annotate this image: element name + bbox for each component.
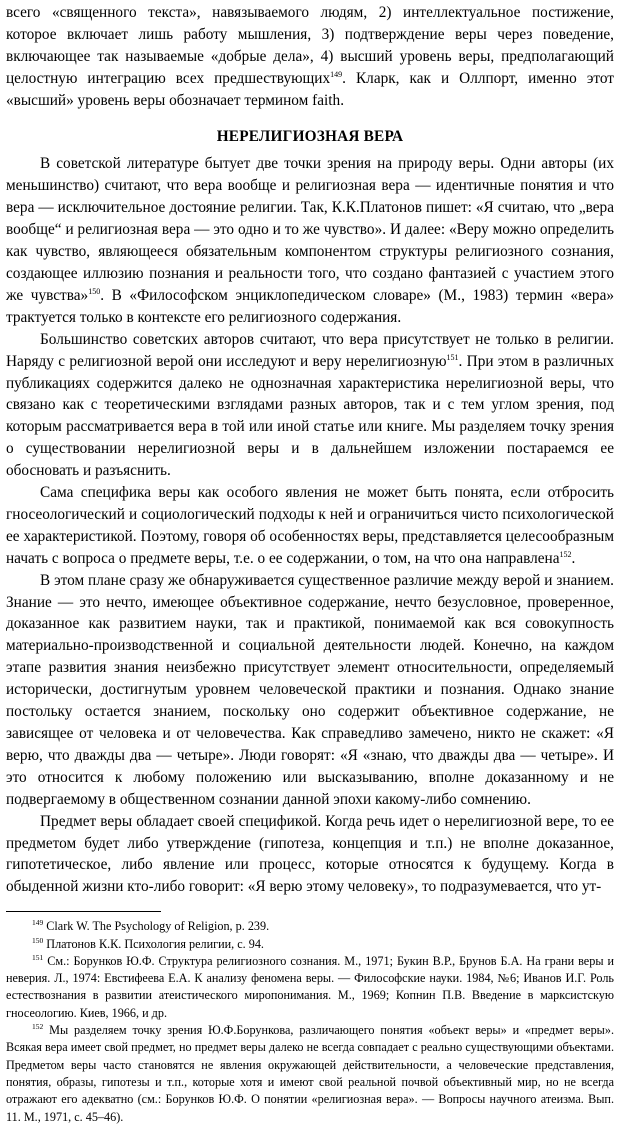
paragraph-3: Сама специфика веры как особого явления не может быть понята, если отбросить гносеологический и социологический подходы к ней и ограничиться чисто психологической ее характеристикой. Поэтому, говоря об особенностях веры, представляется целесообразным начать с вопроса о предмете веры, т.е. о ее содержании, о том, на что она направлена$^{152}$.: [6, 484, 614, 567]
footnote-151: $^{151}$ См.: Борунков Ю.Ф. Структура религиозного сознания. М., 1971; Букин В.Р., Брунов Б.А. На грани веры и неверия. Л., 1974: Евстифеева Е.А. К анализу феномена веры. — Философские науки. 1984, №6; Иванов И.Г. Роль естествознания в развитии атеистического миропонимания. М., 1969; Копнин П.В. Введение в марксистскую гносеологию. Киев, 1966, и др.: [6, 952, 615, 1020]
footnote-150: $^{150}$ Платонов К.К. Психология религии, с. 94.: [32, 935, 264, 951]
footnote-152: $^{152}$ Мы разделяем точку зрения Ю.Ф.Борункова, различающего понятия «объект веры» и «предмет веры». Всякая вера имеет свой предмет, но предмет веры далеко не всегда совпадает с реально существующими объектами. Предметом веры часто становятся не явления окружающей действительности, а человеческие представления, понятия, образы, гипотезы и т.п., которые хотя и имеют свой реальной почвой объективный мир, но не всегда отражают его адекватно (см.: Борунков Ю.Ф. О понятии «религиозная вера». — Вопросы научного атеизма. Вып. 11. М., 1971, с. 45–46).: [6, 1021, 614, 1124]
intro-paragraph: всего «священного текста», навязываемого людям, 2) интеллектуальное постижение, которое включает лишь работу мышления, 3) подтверждение веры через поведение, включающее так называемые «добрые дела», 4) высший уровень веры, предполагающий целостную интеграцию всех предшествующих$^{149}$. Кларк, как и Оллпорт, именно этот «высший» уровень веры обозначает термином faith.: [6, 4, 614, 109]
section-heading: НЕРЕЛИГИОЗНАЯ ВЕРА: [216, 127, 404, 145]
footnote-ref-149[interactable]: 149: [330, 69, 343, 79]
paragraph-4: В этом плане сразу же обнаруживается существенное различие между верой и знанием. Знание — это нечто, имеющее объективное содержание, нечто безусловное, проверенное, доказанное как развитием науки, так и практикой, понимаемой как вся совокупность материально-производственной и социальной деятельности людей. Конечно, на каждом этапе развития знания неизбежно присутствует элемент относительности, определяемый исторически, достигнутым уровнем человеческой практики и познания. Однако знание постольку остается знанием, поскольку оно содержит объективное содержание, не зависящее от человека и от человечества. Как справедливо замечено, никто не скажет: «Я верю, что дважды два — четыре». Люди говорят: «Я «знаю, что дважды два — четыре». И это относится к любому положению или высказыванию, вполне доказанному и не подвергаемому в общественном сознании данной эпохи какому-либо сомнению.: [6, 571, 614, 808]
footnote-divider: [6, 911, 161, 912]
main-text: [6, 2, 614, 898]
footnote-ref-150[interactable]: 150: [88, 286, 101, 296]
document-page: [0, 2, 620, 1124]
footnote-ref-152[interactable]: 152: [559, 549, 572, 559]
paragraph-1: В советской литературе бытует две точки зрения на природу веры. Одни авторы (их меньшинство) считают, что вера вообще и религиозная вера — идентичные понятия и что вера — исключительное достояние религии. Так, К.К.Платонов пишет: «Я считаю, что „вера вообще“ и религиозная вера — это одно и то же чувство». И далее: «Веру можно определить как чувство, являющееся обязательным компонентом структуры религиозного сознания, создающее иллюзию познания и реальности того, что создано фантазией с участием этого же чувства»$^{150}$. В «Философском энциклопедическом словаре» (М., 1983) термин «вера» трактуется только в контексте его религиозного содержания.: [6, 155, 615, 326]
footnotes: [6, 918, 614, 1126]
footnote-ref-151[interactable]: 151: [446, 352, 459, 362]
footnote-149: $^{149}$ Clark W. The Psychology of Religion, p. 239.: [32, 918, 270, 934]
paragraph-5: Предмет веры обладает своей спецификой. Когда речь идет о нерелигиозной вере, то ее предметом будет либо утверждение (гипотеза, концепция и т.п.) не вполне доказанное, гипотетическое, либо явление или процесс, которые относятся к будущему. Когда в обыденной жизни кто-либо говорит: «Я верю этому человеку», то подразумевается, что ут-: [6, 812, 614, 896]
paragraph-2: Большинство советских авторов считают, что вера присутствует не только в религии. Наряду с религиозной верой они исследуют и веру нерелигиозную$^{151}$. При этом в различных публикациях содержится далеко не однозначная характеристика нерелигиозной веры, что связано как с теоретическими взглядами разных авторов, так и с тем углом зрения, под которым рассматривается вера в той или иной статье или книге. Мы разделяем точку зрения о существовании нерелигиозной веры и в дальнейшем изложении постараемся ее обосновать и разъяснить.: [6, 330, 615, 480]
